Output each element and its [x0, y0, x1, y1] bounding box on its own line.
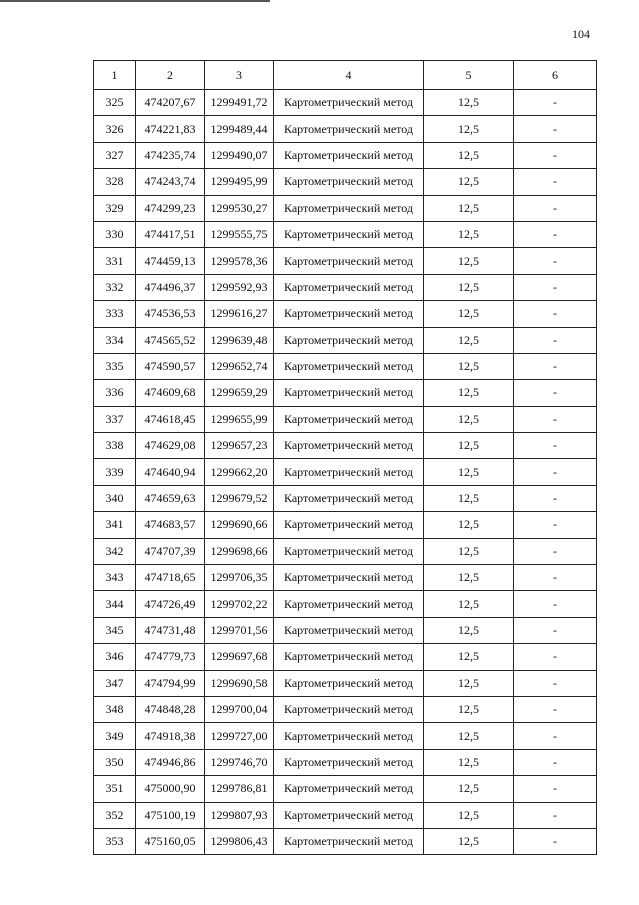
y-coordinate-cell: 1299530,27: [205, 195, 274, 221]
accuracy-cell: 12,5: [424, 274, 514, 300]
table-row: [94, 617, 597, 643]
table-row: [94, 169, 597, 195]
note-cell: -: [514, 591, 597, 617]
table-row: [94, 248, 597, 274]
point-number-cell: 326: [94, 116, 136, 142]
table-row: [94, 116, 597, 142]
x-coordinate-cell: 474946,86: [136, 749, 205, 775]
point-number-cell: 339: [94, 459, 136, 485]
method-cell: Картометрический метод: [274, 90, 424, 116]
accuracy-cell: 12,5: [424, 485, 514, 511]
table-row: [94, 696, 597, 722]
header-cell: 6: [514, 61, 597, 90]
y-coordinate-cell: 1299495,99: [205, 169, 274, 195]
coordinates-table: [93, 60, 597, 855]
method-cell: Картометрический метод: [274, 221, 424, 247]
point-number-cell: 336: [94, 380, 136, 406]
table-row: [94, 459, 597, 485]
y-coordinate-cell: 1299662,20: [205, 459, 274, 485]
table-row: [94, 195, 597, 221]
note-cell: -: [514, 696, 597, 722]
table-row: [94, 221, 597, 247]
accuracy-cell: 12,5: [424, 802, 514, 828]
accuracy-cell: 12,5: [424, 512, 514, 538]
y-coordinate-cell: 1299706,35: [205, 565, 274, 591]
point-number-cell: 333: [94, 301, 136, 327]
table-row: [94, 433, 597, 459]
accuracy-cell: 12,5: [424, 776, 514, 802]
x-coordinate-cell: 474683,57: [136, 512, 205, 538]
x-coordinate-cell: 474794,99: [136, 670, 205, 696]
top-rule: [0, 0, 270, 2]
x-coordinate-cell: 475160,05: [136, 828, 205, 854]
table-row: [94, 670, 597, 696]
y-coordinate-cell: 1299702,22: [205, 591, 274, 617]
note-cell: -: [514, 195, 597, 221]
accuracy-cell: 12,5: [424, 301, 514, 327]
table-row: [94, 538, 597, 564]
note-cell: -: [514, 433, 597, 459]
note-cell: -: [514, 538, 597, 564]
accuracy-cell: 12,5: [424, 459, 514, 485]
method-cell: Картометрический метод: [274, 802, 424, 828]
note-cell: -: [514, 644, 597, 670]
accuracy-cell: 12,5: [424, 116, 514, 142]
method-cell: Картометрический метод: [274, 644, 424, 670]
table-row: [94, 327, 597, 353]
x-coordinate-cell: 474726,49: [136, 591, 205, 617]
accuracy-cell: 12,5: [424, 142, 514, 168]
method-cell: Картометрический метод: [274, 485, 424, 511]
method-cell: Картометрический метод: [274, 749, 424, 775]
note-cell: -: [514, 406, 597, 432]
method-cell: Картометрический метод: [274, 195, 424, 221]
x-coordinate-cell: 474459,13: [136, 248, 205, 274]
y-coordinate-cell: 1299807,93: [205, 802, 274, 828]
method-cell: Картометрический метод: [274, 538, 424, 564]
method-cell: Картометрический метод: [274, 248, 424, 274]
accuracy-cell: 12,5: [424, 221, 514, 247]
y-coordinate-cell: 1299697,68: [205, 644, 274, 670]
accuracy-cell: 12,5: [424, 696, 514, 722]
method-cell: Картометрический метод: [274, 301, 424, 327]
x-coordinate-cell: 474848,28: [136, 696, 205, 722]
x-coordinate-cell: 474731,48: [136, 617, 205, 643]
y-coordinate-cell: 1299616,27: [205, 301, 274, 327]
method-cell: Картометрический метод: [274, 723, 424, 749]
table-body: [94, 61, 597, 855]
x-coordinate-cell: 474565,52: [136, 327, 205, 353]
point-number-cell: 327: [94, 142, 136, 168]
method-cell: Картометрический метод: [274, 828, 424, 854]
y-coordinate-cell: 1299639,48: [205, 327, 274, 353]
header-cell: 5: [424, 61, 514, 90]
method-cell: Картометрический метод: [274, 116, 424, 142]
method-cell: Картометрический метод: [274, 169, 424, 195]
y-coordinate-cell: 1299491,72: [205, 90, 274, 116]
header-cell: 4: [274, 61, 424, 90]
table-row: [94, 142, 597, 168]
method-cell: Картометрический метод: [274, 274, 424, 300]
y-coordinate-cell: 1299806,43: [205, 828, 274, 854]
point-number-cell: 337: [94, 406, 136, 432]
y-coordinate-cell: 1299592,93: [205, 274, 274, 300]
note-cell: -: [514, 274, 597, 300]
table-row: [94, 749, 597, 775]
point-number-cell: 335: [94, 353, 136, 379]
note-cell: -: [514, 248, 597, 274]
method-cell: Картометрический метод: [274, 406, 424, 432]
point-number-cell: 348: [94, 696, 136, 722]
note-cell: -: [514, 221, 597, 247]
x-coordinate-cell: 474779,73: [136, 644, 205, 670]
accuracy-cell: 12,5: [424, 327, 514, 353]
x-coordinate-cell: 474659,63: [136, 485, 205, 511]
accuracy-cell: 12,5: [424, 723, 514, 749]
note-cell: -: [514, 301, 597, 327]
note-cell: -: [514, 512, 597, 538]
method-cell: Картометрический метод: [274, 353, 424, 379]
accuracy-cell: 12,5: [424, 169, 514, 195]
note-cell: -: [514, 670, 597, 696]
y-coordinate-cell: 1299555,75: [205, 221, 274, 247]
y-coordinate-cell: 1299657,23: [205, 433, 274, 459]
page-number: 104: [572, 27, 590, 41]
note-cell: -: [514, 90, 597, 116]
point-number-cell: 341: [94, 512, 136, 538]
note-cell: -: [514, 459, 597, 485]
table-row: [94, 380, 597, 406]
method-cell: Картометрический метод: [274, 459, 424, 485]
x-coordinate-cell: 474629,08: [136, 433, 205, 459]
accuracy-cell: 12,5: [424, 380, 514, 406]
x-coordinate-cell: 474718,65: [136, 565, 205, 591]
table-row: [94, 90, 597, 116]
y-coordinate-cell: 1299489,44: [205, 116, 274, 142]
x-coordinate-cell: 474243,74: [136, 169, 205, 195]
x-coordinate-cell: 474221,83: [136, 116, 205, 142]
note-cell: -: [514, 353, 597, 379]
method-cell: Картометрический метод: [274, 670, 424, 696]
table-row: [94, 723, 597, 749]
note-cell: -: [514, 565, 597, 591]
x-coordinate-cell: 475000,90: [136, 776, 205, 802]
point-number-cell: 343: [94, 565, 136, 591]
accuracy-cell: 12,5: [424, 828, 514, 854]
note-cell: -: [514, 116, 597, 142]
note-cell: -: [514, 485, 597, 511]
table-row: [94, 353, 597, 379]
point-number-cell: 340: [94, 485, 136, 511]
method-cell: Картометрический метод: [274, 617, 424, 643]
table-row: [94, 406, 597, 432]
method-cell: Картометрический метод: [274, 696, 424, 722]
table-row: [94, 485, 597, 511]
y-coordinate-cell: 1299652,74: [205, 353, 274, 379]
note-cell: -: [514, 142, 597, 168]
point-number-cell: 352: [94, 802, 136, 828]
note-cell: -: [514, 749, 597, 775]
x-coordinate-cell: 474496,37: [136, 274, 205, 300]
accuracy-cell: 12,5: [424, 591, 514, 617]
x-coordinate-cell: 474707,39: [136, 538, 205, 564]
point-number-cell: 347: [94, 670, 136, 696]
header-row: [94, 61, 597, 90]
point-number-cell: 325: [94, 90, 136, 116]
y-coordinate-cell: 1299698,66: [205, 538, 274, 564]
table-row: [94, 565, 597, 591]
point-number-cell: 342: [94, 538, 136, 564]
point-number-cell: 350: [94, 749, 136, 775]
y-coordinate-cell: 1299700,04: [205, 696, 274, 722]
accuracy-cell: 12,5: [424, 749, 514, 775]
note-cell: -: [514, 327, 597, 353]
accuracy-cell: 12,5: [424, 353, 514, 379]
point-number-cell: 331: [94, 248, 136, 274]
y-coordinate-cell: 1299655,99: [205, 406, 274, 432]
point-number-cell: 334: [94, 327, 136, 353]
note-cell: -: [514, 723, 597, 749]
y-coordinate-cell: 1299690,58: [205, 670, 274, 696]
y-coordinate-cell: 1299727,00: [205, 723, 274, 749]
x-coordinate-cell: 474299,23: [136, 195, 205, 221]
accuracy-cell: 12,5: [424, 538, 514, 564]
x-coordinate-cell: 474918,38: [136, 723, 205, 749]
note-cell: -: [514, 380, 597, 406]
table-row: [94, 802, 597, 828]
x-coordinate-cell: 474640,94: [136, 459, 205, 485]
note-cell: -: [514, 776, 597, 802]
table-row: [94, 301, 597, 327]
x-coordinate-cell: 474609,68: [136, 380, 205, 406]
point-number-cell: 353: [94, 828, 136, 854]
point-number-cell: 345: [94, 617, 136, 643]
y-coordinate-cell: 1299746,70: [205, 749, 274, 775]
y-coordinate-cell: 1299490,07: [205, 142, 274, 168]
accuracy-cell: 12,5: [424, 644, 514, 670]
table-row: [94, 776, 597, 802]
point-number-cell: 338: [94, 433, 136, 459]
note-cell: -: [514, 802, 597, 828]
accuracy-cell: 12,5: [424, 90, 514, 116]
accuracy-cell: 12,5: [424, 565, 514, 591]
y-coordinate-cell: 1299578,36: [205, 248, 274, 274]
note-cell: -: [514, 828, 597, 854]
point-number-cell: 329: [94, 195, 136, 221]
method-cell: Картометрический метод: [274, 591, 424, 617]
method-cell: Картометрический метод: [274, 433, 424, 459]
table-row: [94, 512, 597, 538]
y-coordinate-cell: 1299690,66: [205, 512, 274, 538]
point-number-cell: 346: [94, 644, 136, 670]
table-row: [94, 274, 597, 300]
method-cell: Картометрический метод: [274, 565, 424, 591]
x-coordinate-cell: 474417,51: [136, 221, 205, 247]
method-cell: Картометрический метод: [274, 776, 424, 802]
point-number-cell: 330: [94, 221, 136, 247]
y-coordinate-cell: 1299701,56: [205, 617, 274, 643]
point-number-cell: 332: [94, 274, 136, 300]
note-cell: -: [514, 617, 597, 643]
point-number-cell: 351: [94, 776, 136, 802]
table-row: [94, 644, 597, 670]
accuracy-cell: 12,5: [424, 617, 514, 643]
x-coordinate-cell: 474207,67: [136, 90, 205, 116]
accuracy-cell: 12,5: [424, 670, 514, 696]
method-cell: Картометрический метод: [274, 142, 424, 168]
y-coordinate-cell: 1299786,81: [205, 776, 274, 802]
point-number-cell: 328: [94, 169, 136, 195]
point-number-cell: 344: [94, 591, 136, 617]
method-cell: Картометрический метод: [274, 512, 424, 538]
accuracy-cell: 12,5: [424, 406, 514, 432]
table-row: [94, 828, 597, 854]
y-coordinate-cell: 1299679,52: [205, 485, 274, 511]
x-coordinate-cell: 474618,45: [136, 406, 205, 432]
header-cell: 3: [205, 61, 274, 90]
method-cell: Картометрический метод: [274, 380, 424, 406]
accuracy-cell: 12,5: [424, 248, 514, 274]
header-cell: 1: [94, 61, 136, 90]
x-coordinate-cell: 475100,19: [136, 802, 205, 828]
table-row: [94, 591, 597, 617]
point-number-cell: 349: [94, 723, 136, 749]
y-coordinate-cell: 1299659,29: [205, 380, 274, 406]
x-coordinate-cell: 474590,57: [136, 353, 205, 379]
method-cell: Картометрический метод: [274, 327, 424, 353]
header-cell: 2: [136, 61, 205, 90]
note-cell: -: [514, 169, 597, 195]
x-coordinate-cell: 474536,53: [136, 301, 205, 327]
accuracy-cell: 12,5: [424, 195, 514, 221]
accuracy-cell: 12,5: [424, 433, 514, 459]
x-coordinate-cell: 474235,74: [136, 142, 205, 168]
